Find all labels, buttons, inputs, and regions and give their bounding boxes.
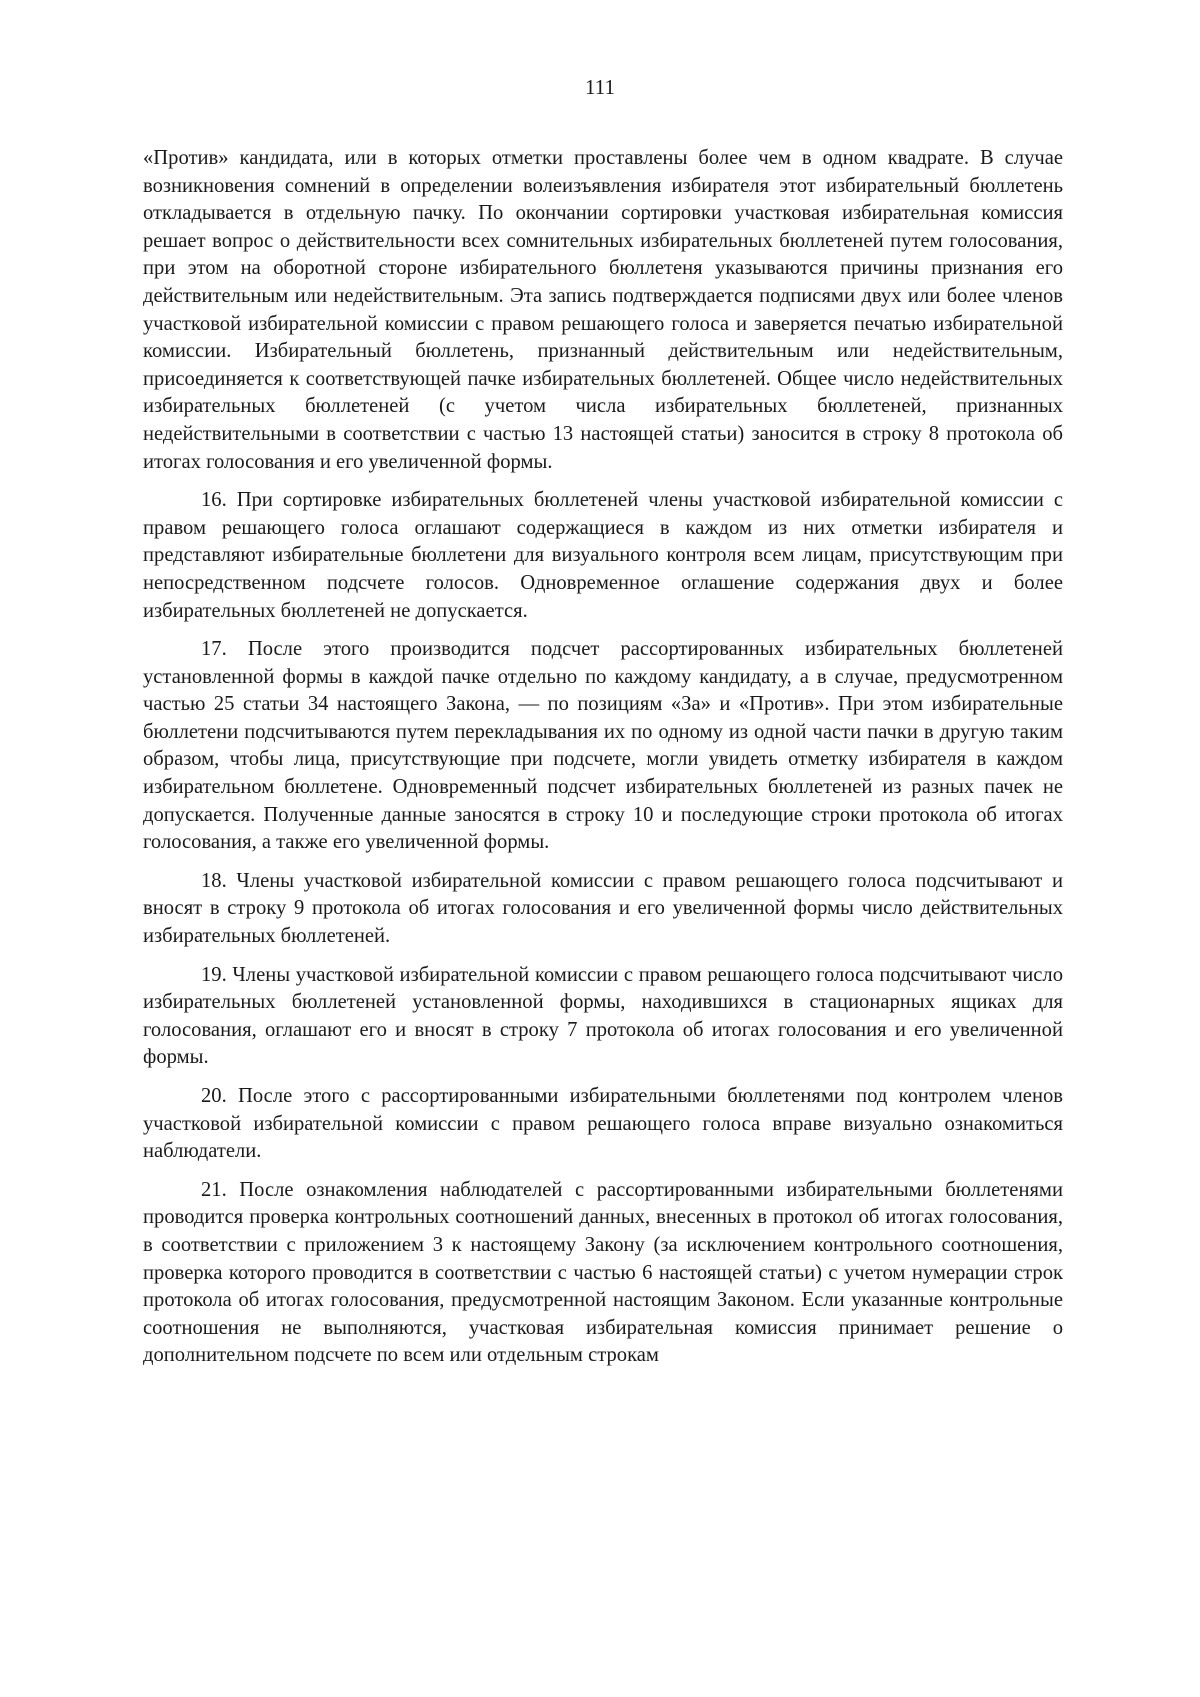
paragraph-17: 17. После этого производится подсчет рассортированных избирательных бюллетеней установленной формы в каждой пачке отдельно по каждому кандидату, а в случае, предусмотренном частью 25 статьи 34 настоящего Закона, — по позициям «За» и «Против». При этом избирательные бюллетени подсчитываются путем перекладывания их по одному из одной части пачки в другую таким образом, чтобы лица, присутствующие при подсчете, могли увидеть отметку избирателя в каждом избирательном бюллетене. Одновременный подсчет избирательных бюллетеней из разных пачек не допускается. Полученные данные заносятся в строку 10 и последующие строки протокола об итогах голосования, а также его увеличенной формы. bbox=[143, 638, 1063, 854]
page-number: 111 bbox=[585, 75, 615, 99]
paragraph-21: 21. После ознакомления наблюдателей с рассортированными избирательными бюллетенями проводится проверка контрольных соотношений данных, внесенных в протокол об итогах голосования, в соответствии с приложением 3 к настоящему Закону (за исключением контрольного соотношения, проверка которого проводится в соответствии с частью 6 настоящей статьи) с учетом нумерации строк протокола об итогах голосования, предусмотренной настоящим Законом. Если указанные контрольные соотношения не выполняются, участковая избирательная комиссия принимает решение о дополнительном подсчете по всем или отдельным строкам bbox=[143, 1178, 1063, 1367]
paragraph-18: 18. Члены участковой избирательной комиссии с правом решающего голоса подсчитывают и вносят в строку 9 протокола об итогах голосования и его увеличенной формы число действительных избирательных бюллетеней. bbox=[143, 869, 1063, 948]
paragraph-19: 19. Члены участковой избирательной комиссии с правом решающего голоса подсчитывают число избирательных бюллетеней установленной формы, находившихся в стационарных ящиках для голосования, оглашают его и вносят в строку 7 протокола об итогах голосования и его увеличенной формы. bbox=[143, 963, 1063, 1069]
paragraph-16: 16. При сортировке избирательных бюллетеней члены участковой избирательной комиссии с правом решающего голоса оглашают содержащиеся в каждом из них отметки избирателя и представляют избирательные бюллетени для визуального контроля всем лицам, присутствующим при непосредственном подсчете голосов. Одновременное оглашение содержания двух и более избирательных бюллетеней не допускается. bbox=[143, 489, 1063, 622]
paragraph-20: 20. После этого с рассортированными избирательными бюллетенями под контролем членов участковой избирательной комиссии с правом решающего голоса вправе визуально ознакомиться наблюдатели. bbox=[143, 1085, 1063, 1163]
document-body bbox=[143, 145, 1063, 1381]
paragraph-continuation: «Против» кандидата, или в которых отметки проставлены более чем в одном квадрате. В случае возникновения сомнений в определении волеизъявления избирателя этот избирательный бюллетень откладывается в отдельную пачку. По окончании сортировки участковая избирательная комиссия решает вопрос о действительности всех сомнительных избирательных бюллетеней путем голосования, при этом на оборотной стороне избирательного бюллетеня указываются причины признания его действительным или недействительным. Эта запись подтверждается подписями двух или более членов участковой избирательной комиссии с правом решающего голоса и заверяется печатью избирательной комиссии. Избирательный бюллетень, признанный действительным или недействительным, присоединяется к соответствующей пачке избирательных бюллетеней. Общее число недействительных избирательных бюллетеней (с учетом числа избирательных бюллетеней, признанных недействительными в соответствии с частью 13 настоящей статьи) заносится в строку 8 протокола об итогах голосования и его увеличенной формы. bbox=[143, 147, 1063, 473]
